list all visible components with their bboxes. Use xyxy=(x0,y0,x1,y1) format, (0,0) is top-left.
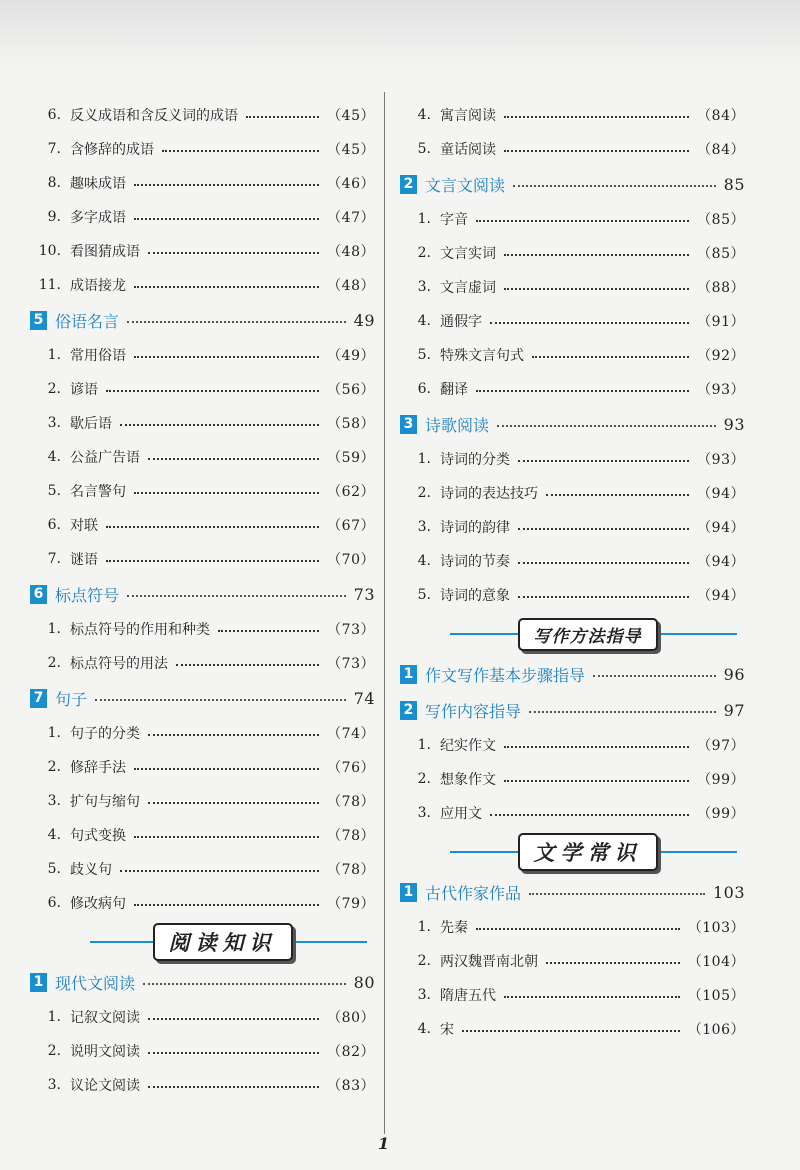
item-title: 句式变换 xyxy=(70,828,126,844)
page-ref: （94） xyxy=(697,486,745,502)
dot-leader xyxy=(148,734,319,736)
page-ref: 97 xyxy=(723,700,745,720)
dot-leader xyxy=(518,596,689,598)
item-number: 1. xyxy=(47,1009,61,1025)
section-title: 俗语名言 xyxy=(55,311,120,331)
dot-leader xyxy=(134,836,319,838)
item-title: 想象作文 xyxy=(440,772,496,788)
item-title: 诗词的韵律 xyxy=(440,520,510,536)
toc-item[interactable] xyxy=(30,440,375,474)
dot-leader xyxy=(518,528,689,530)
banner-title: 阅读知识 xyxy=(153,923,293,961)
page-ref: （85） xyxy=(697,212,745,228)
page-ref: （70） xyxy=(327,552,375,568)
item-title: 修改病句 xyxy=(70,896,126,912)
toc-item[interactable] xyxy=(30,338,375,372)
toc-section[interactable] xyxy=(400,692,745,728)
dot-leader xyxy=(148,252,319,254)
dot-leader xyxy=(148,1086,319,1088)
dot-leader xyxy=(120,870,319,872)
toc-section[interactable] xyxy=(400,656,745,692)
item-number: 5. xyxy=(417,141,431,157)
dot-leader xyxy=(134,904,319,906)
dot-leader xyxy=(518,562,689,564)
item-title: 寓言阅读 xyxy=(440,108,496,124)
item-title: 谚语 xyxy=(70,382,98,398)
item-number: 2. xyxy=(417,771,431,787)
item-number: 4. xyxy=(417,313,431,329)
dot-leader xyxy=(162,150,319,152)
page-ref: （94） xyxy=(697,588,745,604)
dot-leader xyxy=(106,560,319,562)
page-ref: （73） xyxy=(327,622,375,638)
item-number: 2. xyxy=(47,655,61,671)
section-number-badge: 2 xyxy=(400,175,417,194)
dot-leader xyxy=(504,746,689,748)
dot-leader xyxy=(134,218,319,220)
item-title: 文言实词 xyxy=(440,246,496,262)
page-ref: （56） xyxy=(327,382,375,398)
item-title: 反义成语和含反义词的成语 xyxy=(70,108,238,124)
toc-left-column xyxy=(30,98,375,1102)
toc-item[interactable] xyxy=(30,886,375,920)
item-title: 两汉魏晋南北朝 xyxy=(440,954,538,970)
page-ref: （104） xyxy=(687,954,745,970)
toc-item[interactable] xyxy=(400,236,745,270)
toc-item[interactable] xyxy=(400,202,745,236)
banner-title: 文学常识 xyxy=(518,833,658,871)
dot-leader xyxy=(504,288,689,290)
page-ref: （82） xyxy=(327,1044,375,1060)
section-number-badge: 1 xyxy=(400,665,417,684)
item-number: 3. xyxy=(417,279,431,295)
page-ref: （84） xyxy=(697,108,745,124)
part-banner xyxy=(430,612,745,656)
section-title: 作文写作基本步骤指导 xyxy=(425,665,586,685)
item-number: 8. xyxy=(47,175,61,191)
page-ref: （45） xyxy=(327,142,375,158)
page-ref: （80） xyxy=(327,1010,375,1026)
section-number-badge: 5 xyxy=(30,311,47,330)
item-number: 1. xyxy=(47,621,61,637)
item-title: 谜语 xyxy=(70,552,98,568)
page-ref: 85 xyxy=(723,174,745,194)
item-number: 4. xyxy=(417,553,431,569)
section-number-badge: 2 xyxy=(400,701,417,720)
toc-item[interactable] xyxy=(30,784,375,818)
dot-leader xyxy=(529,711,716,713)
item-number: 2. xyxy=(47,381,61,397)
toc-item[interactable] xyxy=(30,542,375,576)
item-title: 记叙文阅读 xyxy=(70,1010,140,1026)
toc-item[interactable] xyxy=(30,268,375,302)
dot-leader xyxy=(476,928,680,930)
item-title: 翻译 xyxy=(440,382,468,398)
item-title: 常用俗语 xyxy=(70,348,126,364)
page-ref: （78） xyxy=(327,794,375,810)
page-ref: 74 xyxy=(353,688,375,708)
toc-item[interactable] xyxy=(400,910,745,944)
item-title: 诗词的表达技巧 xyxy=(440,486,538,502)
item-number: 4. xyxy=(417,107,431,123)
item-title: 文言虚词 xyxy=(440,280,496,296)
dot-leader xyxy=(134,492,319,494)
item-title: 公益广告语 xyxy=(70,450,140,466)
dot-leader xyxy=(106,526,319,528)
item-number: 2. xyxy=(47,1043,61,1059)
page-ref: （91） xyxy=(697,314,745,330)
toc-section[interactable] xyxy=(400,406,745,442)
item-title: 说明文阅读 xyxy=(70,1044,140,1060)
page-ref: 73 xyxy=(353,584,375,604)
item-title: 字音 xyxy=(440,212,468,228)
dot-leader xyxy=(497,425,716,427)
dot-leader xyxy=(532,356,689,358)
toc-item[interactable] xyxy=(400,510,745,544)
item-number: 1. xyxy=(417,919,431,935)
toc-item[interactable] xyxy=(400,338,745,372)
page-ref: 96 xyxy=(723,664,745,684)
page-ref: 93 xyxy=(723,414,745,434)
dot-leader xyxy=(148,1052,319,1054)
item-title: 歇后语 xyxy=(70,416,112,432)
page-ref: 80 xyxy=(353,972,375,992)
section-title: 诗歌阅读 xyxy=(425,415,490,435)
page-ref: （45） xyxy=(327,108,375,124)
toc-item[interactable] xyxy=(30,818,375,852)
page-ref: （94） xyxy=(697,554,745,570)
item-number: 3. xyxy=(47,415,61,431)
item-number: 6. xyxy=(47,107,61,123)
page-ref: （84） xyxy=(697,142,745,158)
item-title: 议论文阅读 xyxy=(70,1078,140,1094)
item-title: 诗词的节奏 xyxy=(440,554,510,570)
toc-item[interactable] xyxy=(400,98,745,132)
page-ref: （92） xyxy=(697,348,745,364)
page-ref: （78） xyxy=(327,862,375,878)
page-ref: 49 xyxy=(353,310,375,330)
toc-item[interactable] xyxy=(30,750,375,784)
item-number: 1. xyxy=(417,211,431,227)
dot-leader xyxy=(490,322,689,324)
item-title: 句子的分类 xyxy=(70,726,140,742)
page-ref: （46） xyxy=(327,176,375,192)
toc-item[interactable] xyxy=(30,1068,375,1102)
item-title: 成语接龙 xyxy=(70,278,126,294)
section-title: 现代文阅读 xyxy=(55,973,136,993)
item-title: 特殊文言句式 xyxy=(440,348,524,364)
toc-item[interactable] xyxy=(400,796,745,830)
section-number-badge: 1 xyxy=(30,973,47,992)
part-banner xyxy=(430,830,745,874)
item-title: 看图猜成语 xyxy=(70,244,140,260)
item-number: 3. xyxy=(417,987,431,1003)
item-title: 多字成语 xyxy=(70,210,126,226)
item-title: 通假字 xyxy=(440,314,482,330)
toc-item[interactable] xyxy=(400,978,745,1012)
page-ref: （58） xyxy=(327,416,375,432)
item-number: 2. xyxy=(417,485,431,501)
page-ref: （88） xyxy=(697,280,745,296)
toc-section[interactable] xyxy=(400,874,745,910)
section-title: 古代作家作品 xyxy=(425,883,522,903)
toc-item[interactable] xyxy=(30,474,375,508)
dot-leader xyxy=(476,220,689,222)
item-number: 3. xyxy=(417,805,431,821)
page-ref: （93） xyxy=(697,382,745,398)
toc-item[interactable] xyxy=(30,98,375,132)
toc-section[interactable] xyxy=(30,964,375,1000)
toc-item[interactable] xyxy=(30,716,375,750)
dot-leader xyxy=(148,1018,319,1020)
dot-leader xyxy=(134,286,319,288)
item-number: 6. xyxy=(47,895,61,911)
item-title: 趣味成语 xyxy=(70,176,126,192)
toc-item[interactable] xyxy=(30,852,375,886)
item-title: 标点符号的用法 xyxy=(70,656,168,672)
item-title: 应用文 xyxy=(440,806,482,822)
dot-leader xyxy=(462,1030,680,1032)
item-number: 11. xyxy=(38,277,61,293)
item-number: 4. xyxy=(417,1021,431,1037)
dot-leader xyxy=(518,460,689,462)
item-number: 4. xyxy=(47,449,61,465)
section-title: 文言文阅读 xyxy=(425,175,506,195)
banner-title: 写作方法指导 xyxy=(518,618,658,651)
item-title: 歧义句 xyxy=(70,862,112,878)
toc-item[interactable] xyxy=(400,304,745,338)
item-number: 7. xyxy=(47,551,61,567)
item-number: 3. xyxy=(47,793,61,809)
item-number: 10. xyxy=(38,243,61,259)
item-title: 扩句与缩句 xyxy=(70,794,140,810)
item-number: 6. xyxy=(417,381,431,397)
toc-item[interactable] xyxy=(400,944,745,978)
item-number: 6. xyxy=(47,517,61,533)
section-title: 句子 xyxy=(55,689,88,709)
dot-leader xyxy=(529,893,705,895)
toc-item[interactable] xyxy=(30,200,375,234)
page-ref: （83） xyxy=(327,1078,375,1094)
page-ref: （49） xyxy=(327,348,375,364)
toc-section[interactable] xyxy=(400,166,745,202)
page-ref: 103 xyxy=(712,882,745,902)
page-ref: （73） xyxy=(327,656,375,672)
dot-leader xyxy=(134,184,319,186)
page-ref: （62） xyxy=(327,484,375,500)
item-title: 名言警句 xyxy=(70,484,126,500)
dot-leader xyxy=(148,802,319,804)
page-ref: （76） xyxy=(327,760,375,776)
section-number-badge: 6 xyxy=(30,585,47,604)
page-ref: （85） xyxy=(697,246,745,262)
dot-leader xyxy=(476,390,689,392)
dot-leader xyxy=(513,185,716,187)
dot-leader xyxy=(504,116,689,118)
toc-item[interactable] xyxy=(30,612,375,646)
toc-item[interactable] xyxy=(30,372,375,406)
section-number-badge: 3 xyxy=(400,415,417,434)
item-number: 4. xyxy=(47,827,61,843)
page-ref: （99） xyxy=(697,772,745,788)
toc-item[interactable] xyxy=(400,442,745,476)
dot-leader xyxy=(504,150,689,152)
item-title: 标点符号的作用和种类 xyxy=(70,622,210,638)
dot-leader xyxy=(490,814,689,816)
page-ref: （105） xyxy=(687,988,745,1004)
item-number: 5. xyxy=(417,587,431,603)
dot-leader xyxy=(134,356,319,358)
toc-item[interactable] xyxy=(30,166,375,200)
dot-leader xyxy=(127,321,346,323)
item-title: 对联 xyxy=(70,518,98,534)
column-divider xyxy=(384,92,385,1134)
toc-item[interactable] xyxy=(400,270,745,304)
section-title: 写作内容指导 xyxy=(425,701,522,721)
toc-right-column xyxy=(400,98,745,1046)
dot-leader xyxy=(95,699,346,701)
item-number: 3. xyxy=(47,1077,61,1093)
toc-item[interactable] xyxy=(30,1000,375,1034)
item-title: 含修辞的成语 xyxy=(70,142,154,158)
item-number: 2. xyxy=(417,245,431,261)
toc-item[interactable] xyxy=(400,544,745,578)
page-ref: （99） xyxy=(697,806,745,822)
item-title: 诗词的分类 xyxy=(440,452,510,468)
part-banner xyxy=(70,920,375,964)
dot-leader xyxy=(593,675,716,677)
item-number: 1. xyxy=(47,347,61,363)
item-number: 2. xyxy=(417,953,431,969)
toc-item[interactable] xyxy=(400,372,745,406)
dot-leader xyxy=(176,664,319,666)
dot-leader xyxy=(246,116,319,118)
item-title: 童话阅读 xyxy=(440,142,496,158)
dot-leader xyxy=(143,983,346,985)
page-number: 1 xyxy=(378,1134,390,1153)
dot-leader xyxy=(504,996,680,998)
dot-leader xyxy=(148,458,319,460)
page-ref: （59） xyxy=(327,450,375,466)
item-number: 1. xyxy=(417,737,431,753)
page-ref: （93） xyxy=(697,452,745,468)
item-number: 2. xyxy=(47,759,61,775)
page-ref: （48） xyxy=(327,278,375,294)
toc-item[interactable] xyxy=(400,578,745,612)
toc-item[interactable] xyxy=(30,406,375,440)
toc-item[interactable] xyxy=(30,234,375,268)
dot-leader xyxy=(134,768,319,770)
dot-leader xyxy=(504,254,689,256)
toc-item[interactable] xyxy=(30,132,375,166)
page-ref: （74） xyxy=(327,726,375,742)
page-ref: （78） xyxy=(327,828,375,844)
toc-item[interactable] xyxy=(400,728,745,762)
page-ref: （103） xyxy=(687,920,745,936)
item-number: 3. xyxy=(417,519,431,535)
item-title: 宋 xyxy=(440,1022,454,1038)
dot-leader xyxy=(218,630,319,632)
page-ref: （48） xyxy=(327,244,375,260)
item-title: 先秦 xyxy=(440,920,468,936)
item-title: 诗词的意象 xyxy=(440,588,510,604)
toc-item[interactable] xyxy=(30,508,375,542)
dot-leader xyxy=(504,780,689,782)
dot-leader xyxy=(127,595,346,597)
page-ref: （47） xyxy=(327,210,375,226)
item-title: 隋唐五代 xyxy=(440,988,496,1004)
dot-leader xyxy=(120,424,319,426)
section-number-badge: 1 xyxy=(400,883,417,902)
item-number: 5. xyxy=(417,347,431,363)
item-number: 7. xyxy=(47,141,61,157)
toc-item[interactable] xyxy=(30,1034,375,1068)
toc-section[interactable] xyxy=(30,576,375,612)
page-ref: （94） xyxy=(697,520,745,536)
scan-top-edge xyxy=(0,0,800,70)
toc-section[interactable] xyxy=(30,680,375,716)
item-number: 1. xyxy=(47,725,61,741)
item-title: 纪实作文 xyxy=(440,738,496,754)
item-number: 5. xyxy=(47,861,61,877)
item-number: 5. xyxy=(47,483,61,499)
section-title: 标点符号 xyxy=(55,585,120,605)
page-ref: （97） xyxy=(697,738,745,754)
item-title: 修辞手法 xyxy=(70,760,126,776)
toc-section[interactable] xyxy=(30,302,375,338)
toc-item[interactable] xyxy=(400,132,745,166)
dot-leader xyxy=(546,494,689,496)
page-ref: （67） xyxy=(327,518,375,534)
toc-item[interactable] xyxy=(400,762,745,796)
page-ref: （79） xyxy=(327,896,375,912)
toc-item[interactable] xyxy=(30,646,375,680)
item-number: 9. xyxy=(47,209,61,225)
section-number-badge: 7 xyxy=(30,689,47,708)
toc-item[interactable] xyxy=(400,1012,745,1046)
dot-leader xyxy=(106,390,319,392)
dot-leader xyxy=(546,962,680,964)
toc-item[interactable] xyxy=(400,476,745,510)
item-number: 1. xyxy=(417,451,431,467)
page-ref: （106） xyxy=(687,1022,745,1038)
